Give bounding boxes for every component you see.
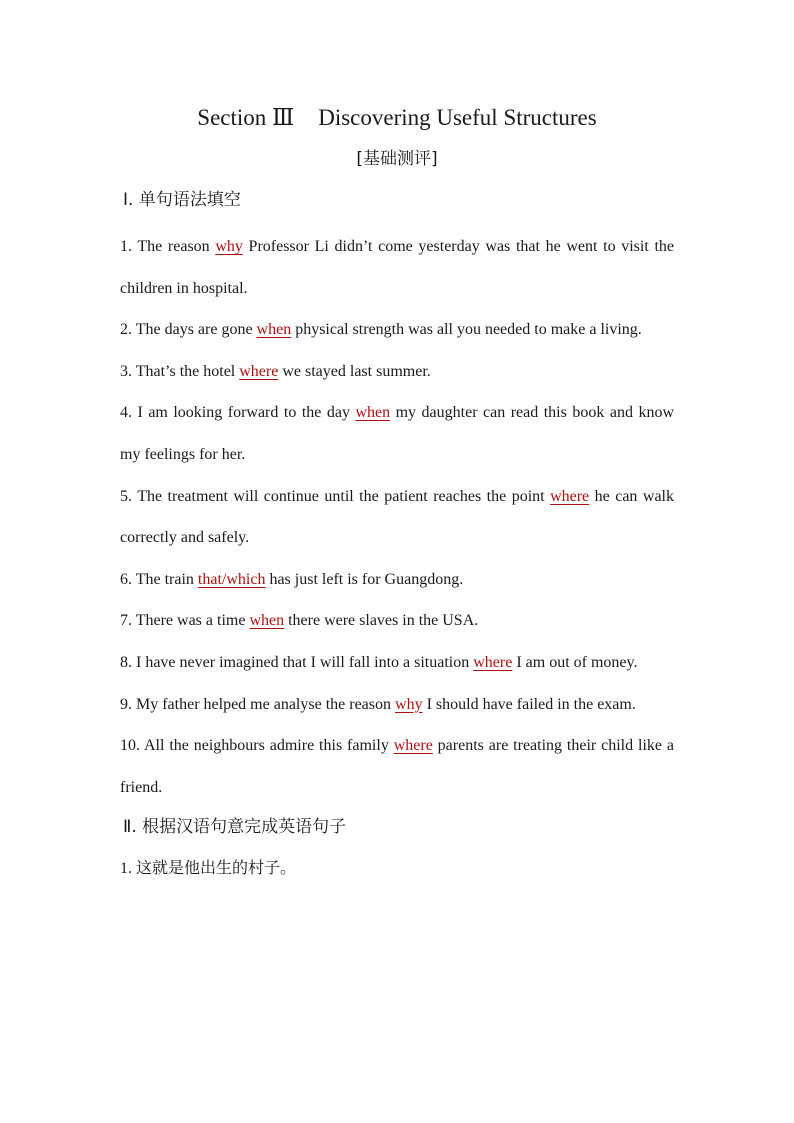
section2-heading: Ⅱ. 根据汉语句意完成英语句子 — [123, 817, 347, 838]
answer: when — [249, 612, 285, 630]
exercise-content — [120, 185, 674, 896]
section1-heading: Ⅰ. 单句语法填空 — [123, 190, 241, 210]
exercise-item-6: 6. The train that/which has just left is for Guangdong. — [120, 570, 464, 588]
exercise-item-3: 3. That’s the hotel where we stayed last summer. — [120, 362, 431, 380]
answer: where — [550, 487, 590, 505]
answer: where — [239, 362, 279, 380]
exercise-item-9: 9. My father helped me analyse the reason why I should have failed in the exam. — [120, 695, 636, 713]
page-subtitle: [基础测评] — [356, 149, 438, 169]
answer: when — [256, 321, 292, 339]
exercise-item-8: 8. I have never imagined that I will fall into a situation where I am out of money. — [120, 653, 638, 671]
page-title — [0, 100, 794, 136]
answer: why — [215, 238, 243, 255]
title-section: Section Ⅲ — [197, 105, 295, 130]
answer: that/which — [197, 570, 266, 588]
translation-item-1: 1. 这就是他出生的村子。 — [120, 858, 297, 878]
answer: why — [395, 695, 423, 713]
title-topic: Discovering Useful Structures — [318, 105, 597, 130]
exercise-item-10: 10. All the neighbours admire this family where parents are treating their child like a friend. — [120, 737, 674, 796]
exercise-item-1: 1. The reason why Professor Li didn’t come yesterday was that he went to visit the children in hospital. — [120, 238, 674, 297]
answer: where — [473, 653, 513, 671]
exercise-item-4: 4. I am looking forward to the day when my daughter can read this book and know my feelings for her. — [120, 404, 674, 463]
exercise-item-2: 2. The days are gone when physical strength was all you needed to make a living. — [120, 321, 642, 339]
answer: where — [393, 737, 433, 755]
answer: when — [355, 404, 391, 422]
exercise-item-7: 7. There was a time when there were slaves in the USA. — [120, 612, 479, 630]
exercise-item-5: 5. The treatment will continue until the patient reaches the point where he can walk correctly and safely. — [120, 487, 674, 547]
